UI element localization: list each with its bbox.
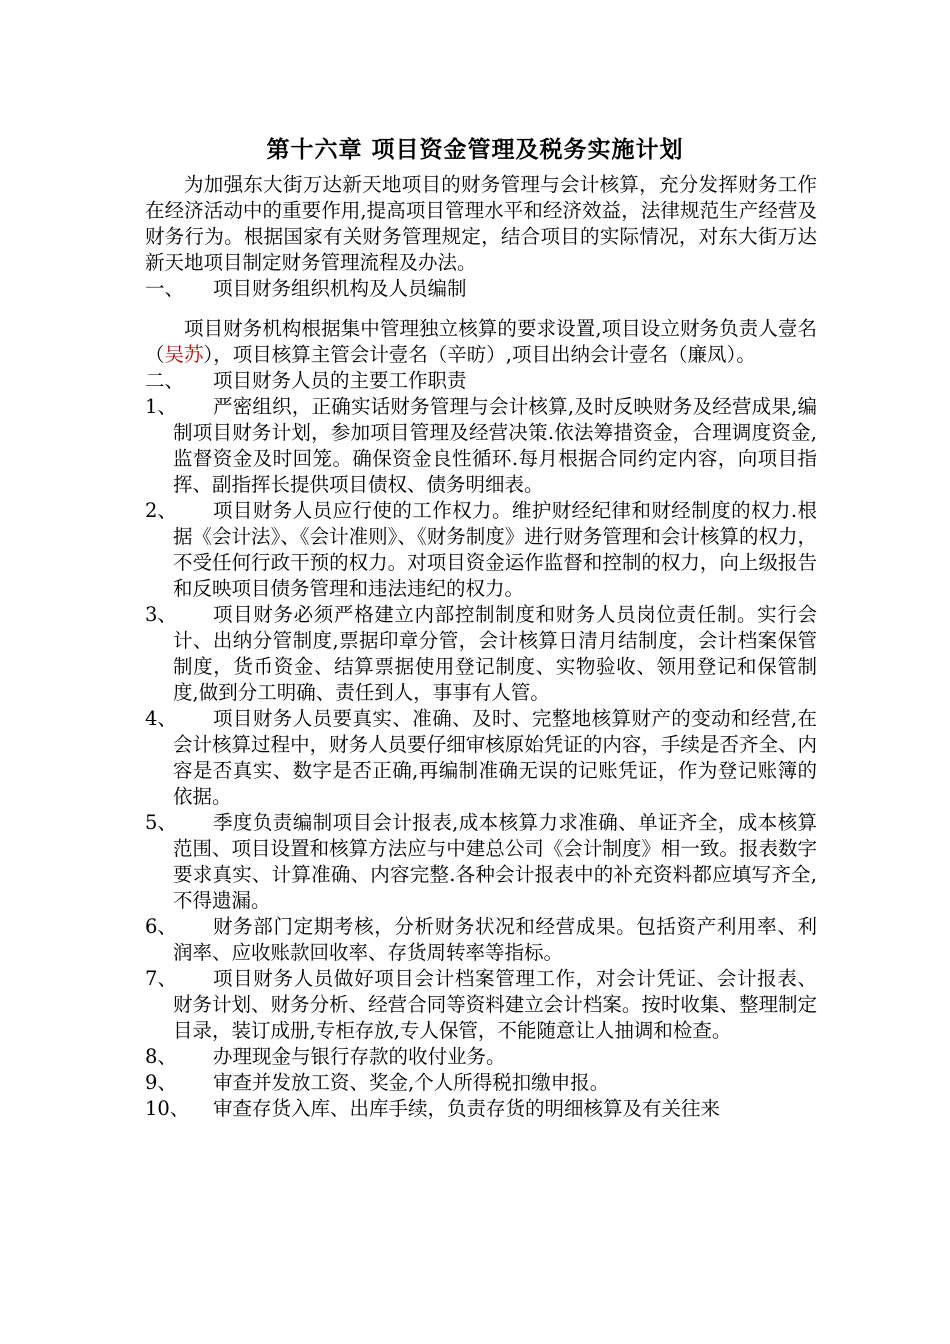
duty-item xyxy=(145,602,817,706)
organization-text-part2: ），项目核算主管会计壹名（辛昉）,项目出纳会计壹名（廉凤）。 xyxy=(203,343,756,366)
duty-item xyxy=(145,1096,817,1122)
duty-item-number: 1、 xyxy=(145,395,177,418)
finance-head-name: 吴苏 xyxy=(164,343,204,366)
organization-text-part1: 项目财务机构根据集中管理独立核算的要求设置,项目设立财务负责人壹名（ xyxy=(145,317,817,366)
duty-item-text: 项目财务必须严格建立内部控制制度和财务人员岗位责任制。实行会计、出纳分管制度,票据印章分管，会计核算日清月结制度，会计档案保管制度，货币资金、结算票据使用登记制度、实物验收、领用登记和保管制度,做到分工明确、责任到人，事事有人管。 xyxy=(173,603,817,704)
section-title-2: 项目财务人员的主要工作职责 xyxy=(213,369,467,392)
section-number-1: 一、 xyxy=(145,277,185,300)
section-title-1: 项目财务组织机构及人员编制 xyxy=(213,277,467,300)
duty-item-text: 严密组织，正确实话财务管理与会计核算,及时反映财务及经营成果,编制项目财务计划，参加项目管理及经营决策.依法筹措资金，合理调度资金,监督资金及时回笼。确保资金良性循环.每月根据合同约定内容，向项目指挥、副指挥长提供项目债权、债务明细表。 xyxy=(173,395,817,496)
document-body xyxy=(145,172,817,1122)
duty-item-number: 2、 xyxy=(145,499,177,522)
organization-paragraph xyxy=(145,316,817,368)
duty-item-number: 3、 xyxy=(145,603,177,626)
section-number-2: 二、 xyxy=(145,369,185,392)
duty-item-text: 项目财务人员要真实、准确、及时、完整地核算财产的变动和经营,在会计核算过程中，财务人员要仔细审核原始凭证的内容，手续是否齐全、内容是否真实、数字是否正确,再编制准确无误的记账凭证，作为登记账簿的依据。 xyxy=(173,707,817,808)
duty-item xyxy=(145,498,817,602)
duty-item-text: 季度负责编制项目会计报表,成本核算力求准确、单证齐全，成本核算范围、项目设置和核算方法应与中建总公司《会计制度》相一致。报表数字要求真实、计算准确、内容完整.各种会计报表中的补充资料都应填写齐全,不得遗漏。 xyxy=(173,811,817,912)
duty-item xyxy=(145,1070,817,1096)
duty-item xyxy=(145,810,817,914)
duty-item xyxy=(145,394,817,498)
section-heading-1 xyxy=(145,276,817,302)
intro-paragraph: 为加强东大街万达新天地项目的财务管理与会计核算，充分发挥财务工作在经济活动中的重要作用,提高项目管理水平和经济效益，法律规范生产经营及财务行为。根据国家有关财务管理规定，结合项目的实际情况，对东大街万达新天地项目制定财务管理流程及办法。 xyxy=(145,173,817,274)
document-title: 第十六章 项目资金管理及税务实施计划 xyxy=(266,136,684,163)
duty-item-number: 8、 xyxy=(145,1045,177,1068)
duty-item-text: 办理现金与银行存款的收付业务。 xyxy=(213,1045,506,1068)
duty-item xyxy=(145,706,817,810)
duty-item xyxy=(145,966,817,1044)
duty-item-text: 财务部门定期考核，分析财务状况和经营成果。包括资产利用率、利润率、应收账款回收率、存货周转率等指标。 xyxy=(173,915,817,964)
duty-item-text: 审查并发放工资、奖金,个人所得税扣缴申报。 xyxy=(213,1071,610,1094)
section-heading-2 xyxy=(145,368,817,394)
duty-item-number: 9、 xyxy=(145,1071,177,1094)
duty-item-text: 审查存货入库、出库手续，负责存货的明细核算及有关往来 xyxy=(213,1097,721,1120)
duty-item-text: 项目财务人员做好项目会计档案管理工作，对会计凭证、会计报表、财务计划、财务分析、经营合同等资料建立会计档案。按时收集、整理制定目录，装订成册,专柜存放,专人保管，不能随意让人抽调和检查。 xyxy=(173,967,817,1042)
duty-item xyxy=(145,914,817,966)
duty-item-number: 6、 xyxy=(145,915,177,938)
paragraph-gap xyxy=(145,302,817,316)
duty-item-number: 5、 xyxy=(145,811,177,834)
duty-item xyxy=(145,1044,817,1070)
duty-item-number: 4、 xyxy=(145,707,177,730)
duty-item-text: 项目财务人员应行使的工作权力。维护财经纪律和财经制度的权力.根据《会计法》、《会计准则》、《财务制度》进行财务管理和会计核算的权力，不受任何行政干预的权力。对项目资金运作监督和控制的权力，向上级报告和反映项目债务管理和违法违纪的权力。 xyxy=(173,499,817,600)
duty-item-number: 7、 xyxy=(145,967,177,990)
duty-item-number: 10、 xyxy=(145,1097,190,1120)
